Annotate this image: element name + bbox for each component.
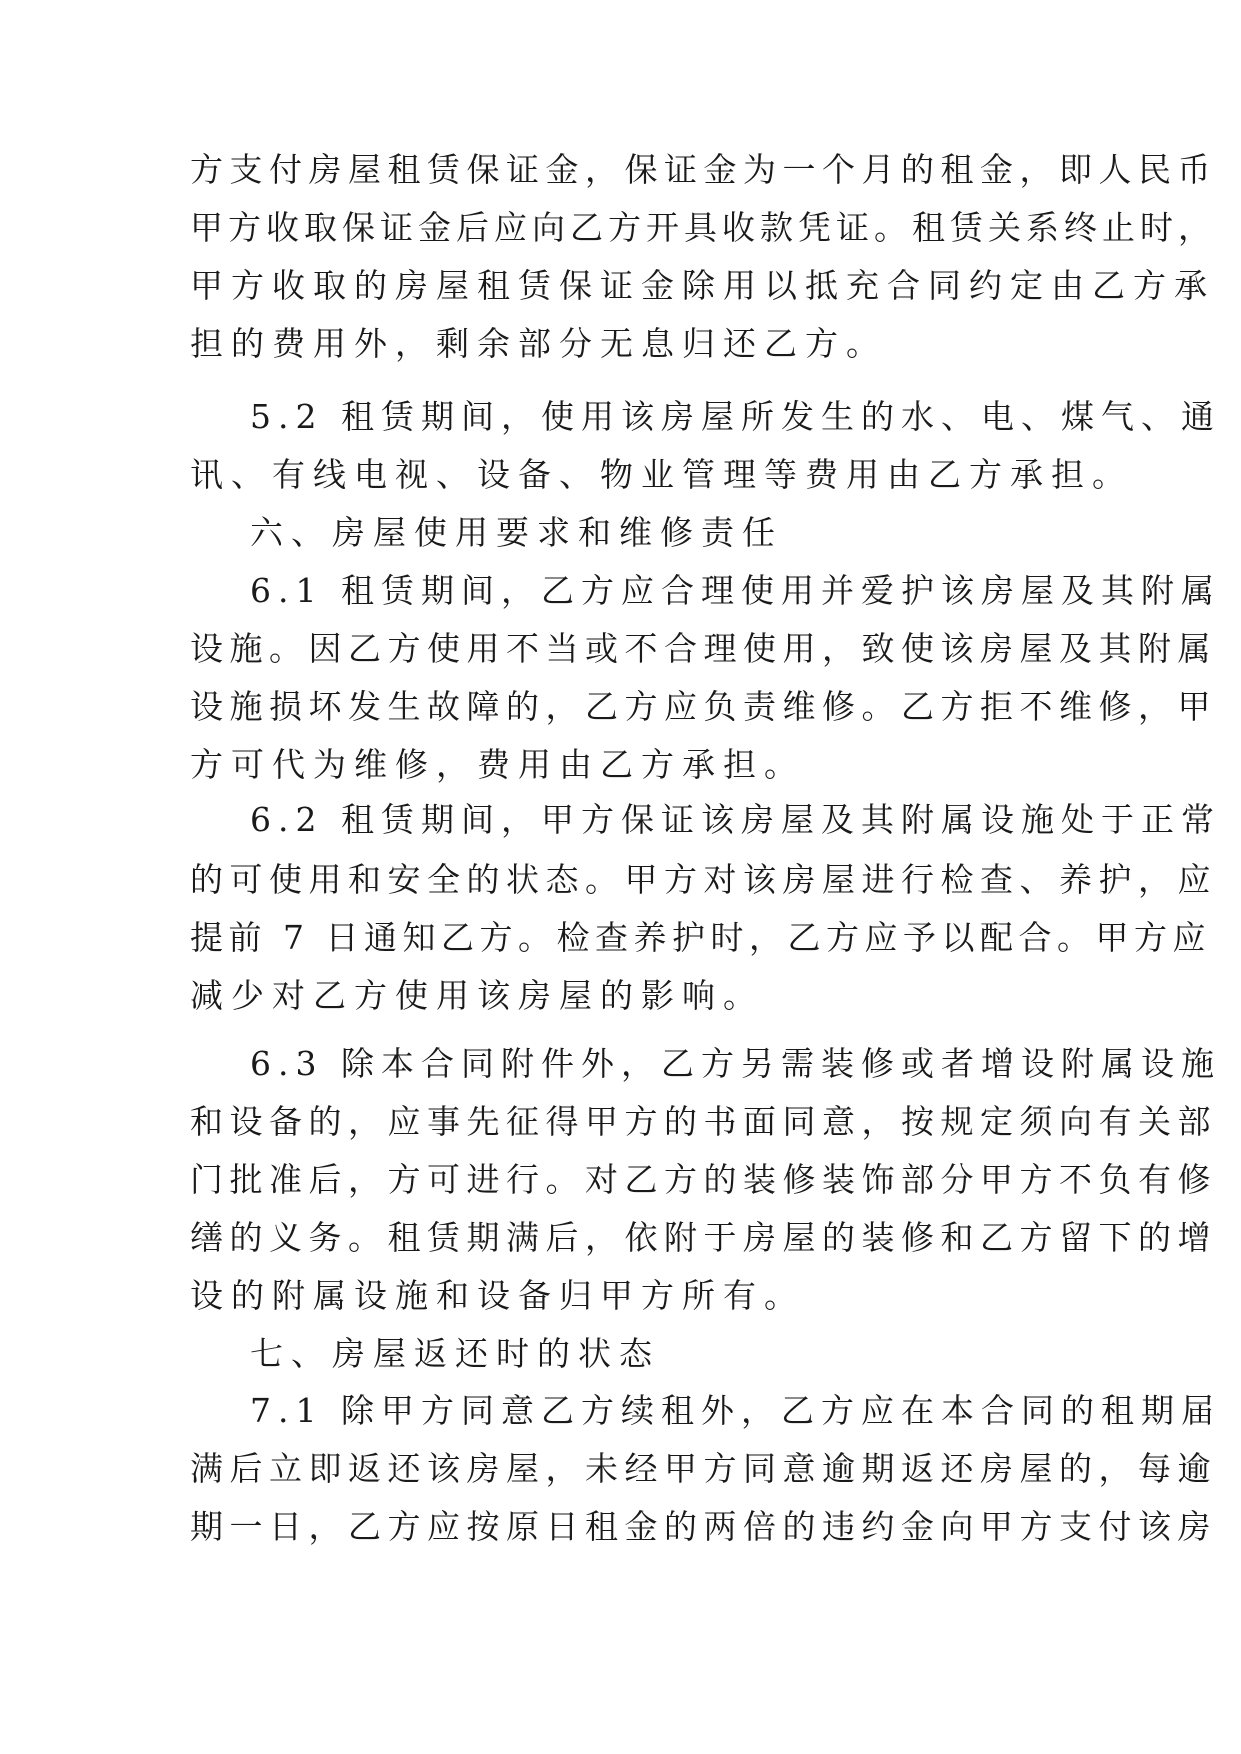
text-line: 期一日，乙方应按原日租金的两倍的违约金向甲方支付该房: [190, 1507, 1217, 1546]
text-line: 的可使用和安全的状态。甲方对该房屋进行检查、养护，应: [190, 860, 1217, 899]
text-line: 门批准后，方可进行。对乙方的装修装饰部分甲方不负有修: [190, 1160, 1217, 1199]
text-line: 7.1 除甲方同意乙方续租外，乙方应在本合同的租期届: [250, 1391, 1221, 1430]
text-line: 方可代为维修，费用由乙方承担。: [190, 745, 805, 784]
text-line: 设的附属设施和设备归甲方所有。: [190, 1276, 805, 1315]
text-line: 方支付房屋租赁保证金，保证金为一个月的租金，即人民币: [190, 150, 1217, 189]
text-line: 甲方收取保证金后应向乙方开具收款凭证。租赁关系终止时，: [190, 208, 1216, 247]
text-line: 5.2 租赁期间，使用该房屋所发生的水、电、煤气、通: [250, 397, 1221, 436]
text-line: 甲方收取的房屋租赁保证金除用以抵充合同约定由乙方承: [190, 266, 1215, 305]
text-line: 担的费用外，剩余部分无息归还乙方。: [190, 324, 887, 363]
text-line: 6.1 租赁期间，乙方应合理使用并爱护该房屋及其附属: [250, 571, 1221, 610]
section-heading: 六、房屋使用要求和维修责任: [250, 513, 783, 552]
text-line: 设施。因乙方使用不当或不合理使用，致使该房屋及其附属: [190, 629, 1217, 668]
text-line: 满后立即返还该房屋，未经甲方同意逾期返还房屋的，每逾: [190, 1449, 1217, 1488]
text-line: 6.2 租赁期间，甲方保证该房屋及其附属设施处于正常: [250, 800, 1221, 839]
text-line: 6.3 除本合同附件外，乙方另需装修或者增设附属设施: [250, 1044, 1221, 1083]
text-line: 设施损坏发生故障的，乙方应负责维修。乙方拒不维修，甲: [190, 687, 1217, 726]
text-line: 提前 7 日通知乙方。检查养护时，乙方应予以配合。甲方应: [190, 918, 1211, 957]
section-heading: 七、房屋返还时的状态: [250, 1334, 660, 1373]
text-line: 和设备的，应事先征得甲方的书面同意，按规定须向有关部: [190, 1102, 1217, 1141]
text-line: 减少对乙方使用该房屋的影响。: [190, 976, 764, 1015]
text-line: 缮的义务。租赁期满后，依附于房屋的装修和乙方留下的增: [190, 1218, 1217, 1257]
text-line: 讯、有线电视、设备、物业管理等费用由乙方承担。: [190, 455, 1133, 494]
